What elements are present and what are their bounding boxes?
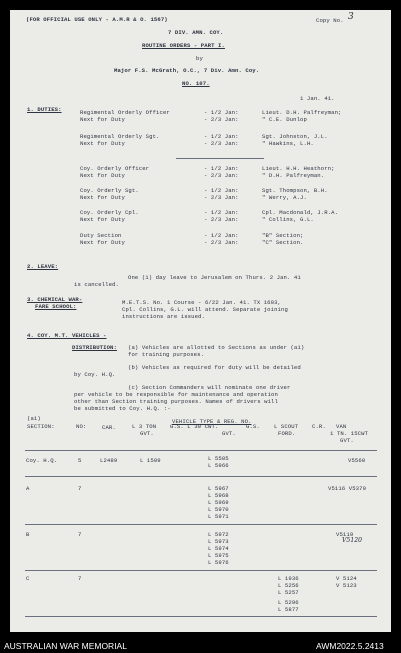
duty-date: - 1/2 Jan:: [204, 187, 239, 194]
chemical-heading: FARE SCHOOL:: [35, 303, 77, 310]
duty-date: - 1/2 Jan:: [204, 232, 239, 239]
row-30cwt: L 5969: [208, 499, 229, 506]
row-section: Coy. H.Q.: [26, 457, 58, 464]
row-30cwt: L 5975: [208, 552, 229, 559]
col-header-van-sub2: GVT.: [340, 437, 354, 444]
footer-source: AUSTRALIAN WAR MEMORIAL: [4, 641, 127, 651]
col-header-3ton: L 3 TON: [132, 423, 157, 430]
leave-text: One (1) day leave to Jerusalem on Thurs. 2 Jan. 41: [128, 274, 301, 281]
chemical-text: Cpl. Collins, G.L. will attend. Separate joining: [122, 306, 288, 313]
duty-role: Coy. Orderly Officer: [80, 165, 150, 172]
duty-person: "B" Section;: [262, 232, 304, 239]
col-header-car: CAR.: [102, 424, 116, 431]
chemical-heading: 3. CHEMICAL WAR-: [27, 296, 83, 303]
row-rule: [25, 616, 377, 617]
row-no: 5: [78, 457, 82, 464]
row-30cwt: L 5968: [208, 492, 229, 499]
duty-person: Lieut. H.H. Heathorn;: [262, 165, 335, 172]
row-van: V5560: [348, 457, 366, 464]
row-section: C: [26, 575, 30, 582]
row-van: V 5123: [336, 582, 357, 589]
duty-person: " Collins, G.L.: [262, 216, 314, 223]
vehicles-text: per vehicle to be responsible for maintenance and operation: [74, 391, 278, 398]
duty-date: - 1/2 Jan:: [204, 209, 239, 216]
duty-date: - 2/3 Jan:: [204, 140, 239, 147]
document-page: [10, 10, 391, 632]
vehicles-heading: 4. COY. M.T. VEHICLES -: [27, 332, 107, 339]
col-header-scout-sub: FORD.: [278, 430, 296, 437]
row-30cwt: L 5971: [208, 513, 229, 520]
row-30cwt: L 5973: [208, 538, 229, 545]
duty-role: Next for Duty: [80, 216, 125, 223]
row-van-handwritten: V5120: [342, 537, 363, 544]
col-header-gs: G.S.: [246, 423, 260, 430]
row-car: L2489: [100, 457, 118, 464]
duty-role: Next for Duty: [80, 194, 125, 201]
duty-role: Regimental Orderly Officer: [80, 109, 170, 116]
duty-role: Next for Duty: [80, 172, 125, 179]
row-no: 7: [78, 575, 82, 582]
leave-text: is cancelled.: [74, 281, 119, 288]
document-title: ROUTINE ORDERS - PART I.: [142, 42, 225, 49]
vehicles-text: (a) Vehicles are allotted to Sections as under (a1): [128, 344, 305, 351]
duty-person: Lieut. D.H. Palfreyman;: [262, 109, 342, 116]
duty-date: - 2/3 Jan:: [204, 216, 239, 223]
duty-person: " C.E. Dunlop: [262, 116, 307, 123]
leave-heading: 2. LEAVE:: [27, 263, 59, 270]
chemical-text: M.E.T.S. No. 1 Course - 6/22 Jan. 41. TX 1603,: [122, 299, 282, 306]
duty-role: Next for Duty: [80, 116, 125, 123]
duty-person: " D.H. Palfreyman.: [262, 172, 325, 179]
row-van: V5116 V5370: [328, 485, 367, 492]
row-30cwt: L 5505: [208, 455, 229, 462]
row-scout: L 1936: [278, 575, 299, 582]
vehicles-text: by Coy. H.Q.: [74, 371, 116, 378]
vehicles-text: other than Section training purposes. Names of drivers will: [74, 398, 278, 405]
row-scout: L 5256: [278, 582, 299, 589]
duty-date: - 1/2 Jan:: [204, 165, 239, 172]
row-no: 7: [78, 485, 82, 492]
row-30cwt: L 5976: [208, 559, 229, 566]
row-30cwt: L 5967: [208, 485, 229, 492]
row-section: A: [26, 485, 30, 492]
row-30cwt: L 5970: [208, 506, 229, 513]
col-header-van-sub: 1 TN. 15CWT: [330, 430, 369, 437]
row-no: 7: [78, 531, 82, 538]
duty-person: Cpl. Macdonald, J.R.A.: [262, 209, 339, 216]
unit-name: 7 DIV. AMN. COY.: [168, 29, 224, 36]
duty-date: - 2/3 Jan:: [204, 239, 239, 246]
classification-line: (FOR OFFICIAL USE ONLY - A.M.R & O. 1567): [26, 16, 168, 23]
table-header-rule: [25, 450, 377, 451]
order-number: NO. 107.: [182, 80, 210, 87]
duty-person: "C" Section.: [262, 239, 304, 246]
duty-role: Next for Duty: [80, 140, 125, 147]
duty-role: Next for Duty: [80, 239, 125, 246]
row-3ton: L 1509: [140, 457, 161, 464]
duty-date: - 2/3 Jan:: [204, 172, 239, 179]
row-30cwt: L 5974: [208, 545, 229, 552]
vehicles-text: (b) Vehicles as required for duty will be detailed: [128, 364, 301, 371]
chemical-text: instructions are issued.: [122, 313, 205, 320]
row-30cwt: L 5972: [208, 531, 229, 538]
duty-date: - 2/3 Jan:: [204, 116, 239, 123]
col-header-3ton-sub: GVT.: [140, 430, 154, 437]
duty-role: Duty Section: [80, 232, 122, 239]
row-scout: L 5257: [278, 589, 299, 596]
by-line: by: [196, 55, 203, 62]
duties-heading: 1. DUTIES:: [27, 106, 62, 113]
col-header-scout: L SCOUT: [274, 423, 299, 430]
table-label: (a1): [27, 415, 41, 422]
col-header-section: SECTION:: [27, 423, 55, 430]
author-line: Major F.S. McGrath, O.C., 7 Div. Amn. Coy.: [114, 67, 260, 74]
duty-person: Sgt. Johnston, J.L.: [262, 133, 328, 140]
duty-role: Regimental Orderly Sgt.: [80, 133, 160, 140]
duty-role: Coy. Orderly Sgt.: [80, 187, 139, 194]
copy-number: 3: [348, 12, 354, 22]
col-header-van: VAN: [336, 423, 347, 430]
row-rule: [25, 476, 377, 477]
vehicles-subheading: DISTRIBUTION:: [72, 344, 117, 351]
duty-role: Coy. Orderly Cpl.: [80, 209, 139, 216]
duty-date: - 1/2 Jan:: [204, 133, 239, 140]
row-section: B: [26, 531, 30, 538]
copy-label: Copy No.: [316, 17, 344, 24]
vehicles-text: (c) Section Commanders will nominate one driver: [128, 384, 291, 391]
footer-accession: AWM2022.5.2413: [316, 641, 384, 651]
row-rule: [25, 570, 377, 571]
col-header-cr: C.R.: [312, 423, 326, 430]
duty-date: - 1/2 Jan:: [204, 109, 239, 116]
table-super-header: VEHICLE TYPE & REG. NO.: [172, 418, 252, 425]
col-header-30cwt-sub: GVT.: [222, 430, 236, 437]
row-scout: L 5296: [278, 599, 299, 606]
order-date: 1 Jan. 41.: [300, 95, 335, 102]
row-scout: L 5877: [278, 606, 299, 613]
row-van: V 5124: [336, 575, 357, 582]
col-header-30cwt: G.S. L 30 CWT.: [170, 423, 219, 430]
duty-person: Sgt. Thompson, B.H.: [262, 187, 328, 194]
section-divider: [176, 158, 264, 159]
duty-person: " Hawkins, L.H.: [262, 140, 314, 147]
col-header-no: NO:: [76, 423, 87, 430]
row-30cwt: L 5966: [208, 462, 229, 469]
vehicles-text: for training purposes.: [128, 351, 205, 358]
row-rule: [25, 524, 377, 525]
duty-person: " Werry, A.J.: [262, 194, 307, 201]
vehicles-text: be submitted to Coy. H.Q. :-: [74, 405, 171, 412]
duty-date: - 2/3 Jan:: [204, 194, 239, 201]
row-van: V5119: [336, 531, 354, 538]
